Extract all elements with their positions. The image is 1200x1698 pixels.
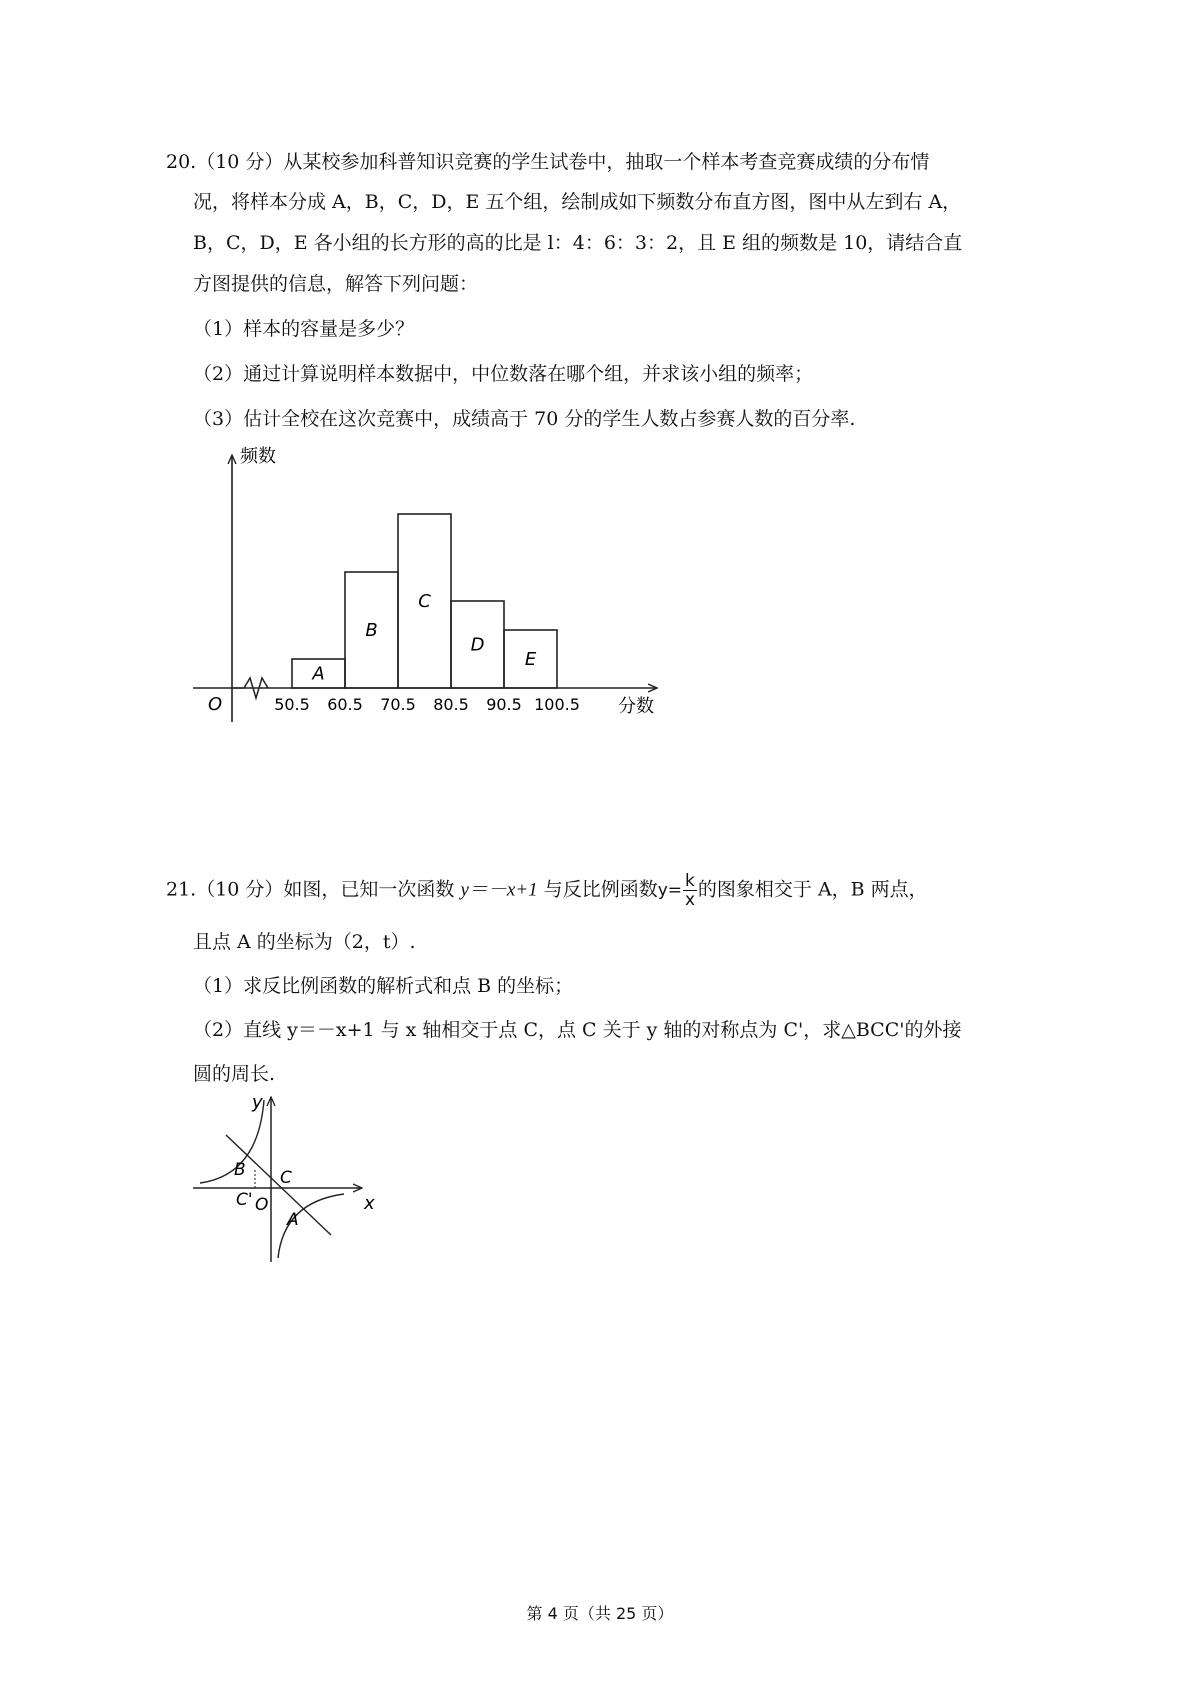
label-y: y bbox=[252, 1092, 263, 1113]
histogram-tick-label: 100.5 bbox=[534, 695, 580, 714]
histogram-bar-label-C: C bbox=[418, 591, 431, 612]
label-C-prime: C' bbox=[236, 1190, 253, 1210]
q21-linear-function: y＝－x+1 bbox=[460, 879, 538, 901]
label-A: A bbox=[287, 1210, 299, 1230]
q21-fraction bbox=[683, 872, 697, 909]
label-B: B bbox=[234, 1160, 246, 1180]
q21-fraction-denominator: x bbox=[684, 890, 695, 910]
label-O: O bbox=[255, 1195, 269, 1215]
q21-subquestion-3: 圆的周长. bbox=[193, 1063, 276, 1085]
histogram-origin-label: O bbox=[208, 694, 223, 715]
histogram-tick-label: 80.5 bbox=[433, 695, 469, 714]
histogram-tick-label: 90.5 bbox=[486, 695, 522, 714]
label-x: x bbox=[364, 1193, 375, 1214]
q21-line-1 bbox=[166, 872, 928, 909]
q20-subquestion-2: （2）通过计算说明样本数据中，中位数落在哪个组，并求该小组的频率； bbox=[193, 363, 814, 385]
histogram-tick-label: 60.5 bbox=[327, 695, 363, 714]
function-graph-figure bbox=[180, 1085, 400, 1270]
label-C: C bbox=[280, 1168, 292, 1188]
q21-subquestion-2: （2）直线 y＝－x+1 与 x 轴相交于点 C，点 C 关于 y 轴的对称点为 C'，求△BCC'的外接 bbox=[193, 1019, 962, 1041]
histogram-bar-label-A: A bbox=[312, 663, 325, 685]
histogram-y-label: 频数 bbox=[240, 446, 276, 467]
histogram-bar-label-B: B bbox=[365, 620, 378, 641]
histogram-bar-label-E: E bbox=[524, 649, 537, 670]
q20-line-4: 方图提供的信息，解答下列问题： bbox=[193, 273, 479, 295]
q21-line-1-a: 21.（10 分）如图，已知一次函数 bbox=[166, 878, 461, 901]
q21-line-1-d: 的图象相交于 A，B 两点， bbox=[697, 878, 928, 901]
q20-line-2: 况，将样本分成 A，B，C，D，E 五个组，绘制成如下频数分布直方图，图中从左到右 A， bbox=[193, 191, 962, 213]
q20-subquestion-1: （1）样本的容量是多少？ bbox=[193, 318, 415, 340]
histogram-tick-label: 70.5 bbox=[380, 695, 416, 714]
q21-fraction-lhs: y= bbox=[657, 880, 683, 901]
q20-line-1: 20.（10 分）从某校参加科普知识竞赛的学生试卷中，抽取一个样本考查竞赛成绩的分布情 bbox=[166, 151, 930, 173]
q21-fraction-numerator: k bbox=[685, 871, 695, 891]
q20-subquestion-3: （3）估计全校在这次竞赛中，成绩高于 70 分的学生人数占参赛人数的百分率. bbox=[193, 408, 856, 430]
histogram-tick-label: 50.5 bbox=[274, 695, 310, 714]
q21-line-1-c: 与反比例函数 bbox=[537, 878, 658, 901]
histogram-x-label: 分数 bbox=[618, 696, 654, 717]
page-footer: 第 4 页（共 25 页） bbox=[526, 1604, 674, 1623]
linear-function-line bbox=[226, 1135, 331, 1235]
frequency-histogram bbox=[180, 440, 680, 740]
q20-line-3: B，C，D，E 各小组的长方形的高的比是 l：4：6：3：2，且 E 组的频数是 10，请结合直 bbox=[193, 232, 963, 254]
histogram-bar-label-D: D bbox=[470, 634, 485, 656]
q21-subquestion-1: （1）求反比例函数的解析式和点 B 的坐标； bbox=[193, 975, 574, 997]
q21-line-2: 且点 A 的坐标为（2，t）. bbox=[193, 931, 416, 953]
